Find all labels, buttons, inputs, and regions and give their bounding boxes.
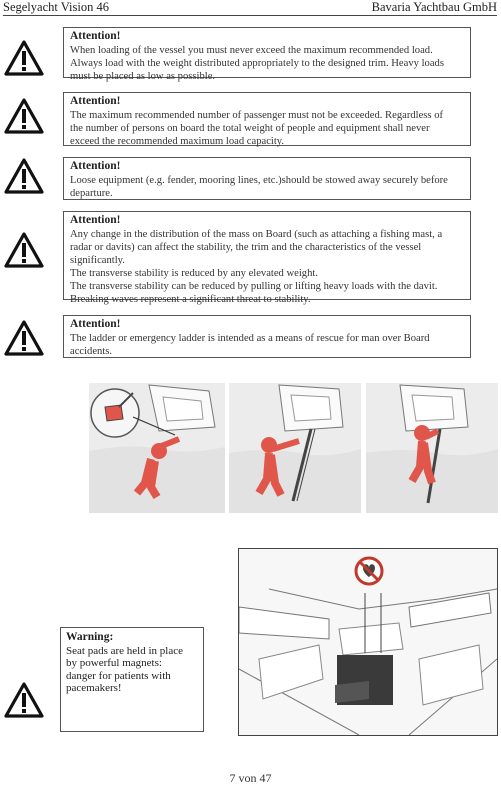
ladder-illustration <box>366 383 498 513</box>
warning-triangle-icon <box>4 40 44 76</box>
ladder-illustration <box>89 383 225 513</box>
no-pacemaker-icon <box>356 558 382 584</box>
notice-box <box>63 315 471 358</box>
notice-title: Attention! <box>70 95 121 107</box>
warning-line: danger for patients with <box>66 669 171 682</box>
warning-triangle-icon <box>4 682 44 718</box>
header-company: Bavaria Yachtbau GmbH <box>371 0 497 14</box>
notice-box <box>63 157 471 200</box>
notice-line: The maximum recommended number of passenger must not be exceeded. Regardless of <box>70 110 444 121</box>
warning-line: Seat pads are held in place <box>66 644 183 657</box>
notice-line: The transverse stability can be reduced by pulling or lifting heavy loads with the davit. <box>70 281 438 292</box>
warning-triangle-icon <box>4 158 44 194</box>
magnet-warning-box <box>60 627 204 732</box>
warning-line: pacemakers! <box>66 682 122 695</box>
notice-line: Always load with the weight distributed appropriately to the designed trim. Heavy loads <box>70 58 444 69</box>
notice-line: Any change in the distribution of the mass on Board (such as attaching a fishing mast, a <box>70 229 443 240</box>
header-rule <box>3 15 497 16</box>
notice-line: departure. <box>70 188 113 199</box>
page-header <box>3 0 497 14</box>
notice-title: Attention! <box>70 318 121 330</box>
cabin-illustration <box>238 548 498 736</box>
notice-line: accidents. <box>70 346 113 357</box>
notice-line: exceed the recommended maximum load capacity. <box>70 136 285 147</box>
ladder-illustration <box>229 383 361 513</box>
notice-title: Attention! <box>70 214 121 226</box>
warning-title: Warning: <box>66 631 114 643</box>
notice-line: When loading of the vessel you must never exceed the maximum recommended load. <box>70 45 433 56</box>
notice-line: The transverse stability is reduced by any elevated weight. <box>70 268 318 279</box>
page-number: 7 von 47 <box>229 771 272 785</box>
notice-title: Attention! <box>70 160 121 172</box>
notice-line: radar or davits) can affect the stability, the trim and the characteristics of the vessel <box>70 242 422 253</box>
notice-line: Loose equipment (e.g. fender, mooring lines, etc.)should be stowed away securely before <box>70 175 448 186</box>
warning-triangle-icon <box>4 320 44 356</box>
notice-box <box>63 92 471 146</box>
notice-line: Breaking waves represent a significant threat to stability. <box>70 294 311 305</box>
notice-line: must be placed as low as possible. <box>70 71 216 82</box>
notice-box <box>63 211 471 305</box>
notice-box <box>63 27 471 82</box>
notice-line: the number of persons on board the total weight of people and equipment shall never <box>70 123 430 134</box>
notice-title: Attention! <box>70 30 121 42</box>
warning-triangle-icon <box>4 98 44 134</box>
warning-triangle-icon <box>4 232 44 268</box>
header-title: Segelyacht Vision 46 <box>3 0 109 14</box>
notice-line: significantly. <box>70 255 125 266</box>
notice-line: The ladder or emergency ladder is intended as a means of rescue for man over Board <box>70 333 430 344</box>
warning-line: by powerful magnets: <box>66 657 162 670</box>
